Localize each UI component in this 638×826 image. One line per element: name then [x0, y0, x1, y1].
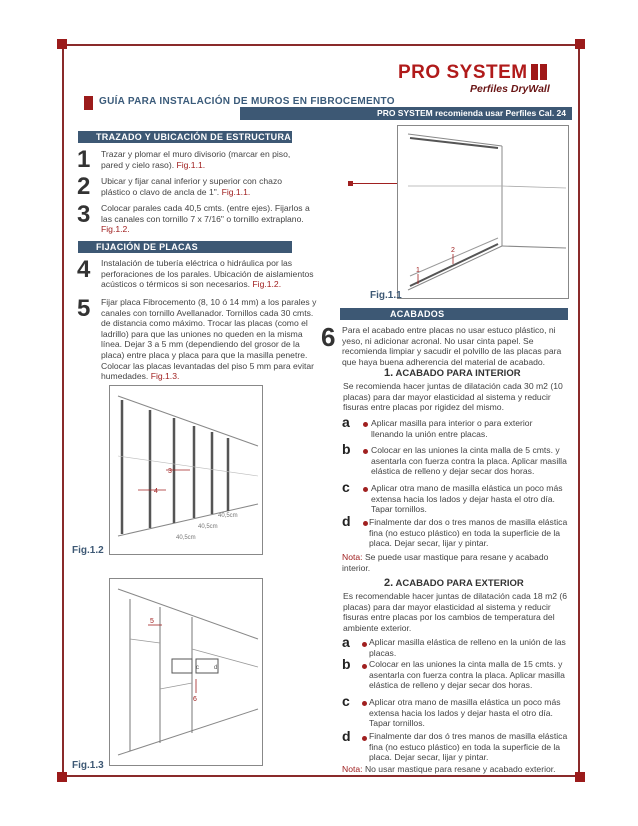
step-number: 3: [77, 201, 91, 228]
step-1-text: Trazar y plomar el muro divisorio (marcar en piso, pared y cielo raso).: [101, 149, 291, 170]
exterior-num: 2.: [384, 577, 394, 589]
interior-letter-a: a: [342, 414, 350, 430]
section-acabados: ACABADOS: [340, 308, 568, 320]
step-text: [101, 297, 321, 382]
step-4-text: Instalación de tubería eléctrica o hidráulica por las perforaciones de los parales. Ubicación de aislamientos acústicos o térmicos si son necesarios.: [101, 258, 314, 290]
step-4-ref: Fig.1.2.: [252, 279, 282, 290]
step-5-ref: Fig.1.3.: [150, 371, 180, 382]
section-trazado: TRAZADO Y UBICACIÓN DE ESTRUCTURA: [78, 131, 292, 143]
step-3-ref: Fig.1.2.: [101, 224, 130, 235]
interior-intro: Se recomienda hacer juntas de dilatación cada 30 m2 (10 placas) para dar mayor elasticidad al sistema y reducir fisuras entre placas por rigidez del mismo.: [343, 381, 563, 413]
fig-1-1-mark-2: 2: [451, 247, 455, 254]
figure-1-1-drawing: [398, 126, 568, 298]
interior-item-b: Colocar en las uniones la cinta malla de 5 cmts. y asentarla con fuerza contra la placa. Aplicar masilla elástica de relleno y dejar secar dos horas.: [371, 445, 567, 477]
exterior-note: [342, 764, 572, 775]
brand-logo: [398, 62, 547, 84]
exterior-item-c: Aplicar otra mano de masilla elástica un poco más extensa hacia los lados y dejar hasta el otro día. Tapar tornillos.: [369, 697, 561, 729]
bullet-icon: [363, 487, 368, 492]
bullet-icon: [362, 701, 367, 706]
step-number: 5: [77, 295, 91, 322]
figure-1-3-label: Fig.1.3: [72, 760, 104, 771]
fig-1-2-dim: 40,5cm: [218, 513, 238, 519]
exterior-letter-b: b: [342, 656, 351, 672]
corner-mark: [575, 39, 585, 49]
brand-tagline: Perfiles DryWall: [470, 83, 550, 95]
step-2-text: Ubicar y fijar canal inferior y superior con chazo plástico o clavo de ancla de 1".: [101, 176, 283, 197]
fig-1-3-mark-d: d: [214, 665, 218, 671]
interior-item-d: Finalmente dar dos o tres manos de masilla elástica fina (no estuco plástico) en toda la superficie de la placa. Dejar secar, lijar y pintar.: [369, 517, 568, 549]
fig-1-1-mark-1: 1: [416, 267, 420, 274]
interior-item-c: Aplicar otra mano de masilla elástica un poco más extensa hacia los lados y dejar hasta el otro día. Tapar tornillos.: [371, 483, 563, 515]
fig-1-2-dim: 40,5cm: [198, 524, 218, 530]
page-title: GUÍA PARA INSTALACIÓN DE MUROS EN FIBROCEMENTO: [99, 96, 395, 107]
step-1-ref: Fig.1.1.: [176, 159, 206, 170]
exterior-note-label: Nota:: [342, 764, 363, 774]
figure-1-2: [109, 385, 263, 555]
step-text: [101, 149, 306, 170]
interior-letter-b: b: [342, 441, 351, 457]
step-number: 6: [321, 322, 336, 352]
exterior-note-text: No usar mastique para resane y acabado exterior.: [364, 764, 556, 774]
interior-item-a: Aplicar masilla para interior o para exterior llenando la unión entre placas.: [371, 418, 533, 439]
interior-num: 1.: [384, 367, 394, 379]
exterior-item-a: Aplicar masilla elástica de relleno en la unión de las placas.: [369, 637, 566, 658]
bullet-icon: [363, 449, 368, 454]
interior-letter-d: d: [342, 513, 351, 529]
step-text: [101, 203, 311, 235]
step-2-ref: Fig.1.1.: [221, 186, 251, 197]
interior-note: [342, 552, 567, 573]
step-number: 4: [77, 256, 91, 283]
corner-mark: [575, 772, 585, 782]
fig-1-3-mark-c: c: [196, 665, 199, 671]
brand-mark-icon: [531, 64, 547, 80]
interior-letter-c: c: [342, 479, 350, 495]
figure-1-1-label: Fig.1.1: [370, 290, 402, 301]
exterior-letter-c: c: [342, 693, 350, 709]
fig-1-2-mark-4: 4: [154, 488, 158, 495]
exterior-letter-d: d: [342, 728, 351, 744]
step-5-text: Fijar placa Fibrocemento (8, 10 ó 14 mm) a los parales y canales con tornillo Avellanador. Tornillos cada 30 cmts. de distancia como máximo. Trocar las placas (como el ladrillo) para que las uniones no queden en la misma línea. Dejar 3 a 5 mm (dependiendo del grosor de la placa) entre placa y placa para que la masilla penetre. Colocar las placas levantadas del piso 5 mm para evitar humedades.: [101, 297, 317, 382]
brand-pro: PRO: [398, 62, 441, 83]
bullet-icon: [362, 642, 367, 647]
figure-1-2-drawing: [110, 386, 262, 554]
figure-1-1: [397, 125, 569, 299]
interior-title: ACABADO PARA INTERIOR: [395, 368, 521, 379]
bullet-icon: [362, 736, 367, 741]
interior-note-text: Se puede usar mastique para resane y acabado interior.: [342, 552, 549, 573]
fig-pointer-line: [353, 183, 397, 184]
interior-heading: [384, 367, 521, 379]
exterior-intro: Es recomendable hacer juntas de dilatación cada 18 m2 (6 placas) para dar mayor elasticidad al sistema y reducir fisuras entre placas por los cambios de temperatura del ambiente exterior.: [343, 591, 568, 633]
fig-1-3-mark-5: 5: [150, 618, 154, 625]
fig-1-2-mark-3: 3: [168, 468, 172, 475]
recommend-bar: PRO SYSTEM recomienda usar Perfiles Cal. 24: [240, 107, 572, 120]
section-fijacion: FIJACIÓN DE PLACAS: [78, 241, 292, 253]
bullet-icon: [363, 521, 368, 526]
corner-mark: [57, 772, 67, 782]
exterior-heading: [384, 577, 524, 589]
step-number: 2: [77, 173, 91, 200]
fig-1-3-mark-6: 6: [193, 696, 197, 703]
exterior-title: ACABADO PARA EXTERIOR: [395, 578, 524, 589]
exterior-item-b: Colocar en las uniones la cinta malla de 15 cmts. y asentarla con fuerza contra la placa. Aplicar masilla elástica de relleno y dejar secar dos horas.: [369, 659, 565, 691]
corner-mark: [57, 39, 67, 49]
step-3-text: Colocar parales cada 40,5 cmts. (entre ejes). Fijarlos a las canales con tornillo 7 x 7/16" o tornillo extraplano.: [101, 203, 310, 224]
exterior-letter-a: a: [342, 634, 350, 650]
step-text: [101, 176, 306, 197]
interior-note-label: Nota:: [342, 552, 363, 562]
title-accent: [84, 96, 93, 110]
bullet-icon: [363, 422, 368, 427]
brand-system: SYSTEM: [446, 62, 528, 83]
step-number: 1: [77, 146, 91, 173]
step-text: [101, 258, 321, 290]
exterior-item-d: Finalmente dar dos ó tres manos de masilla elástica fina (no estuco plástico) en toda la superficie de la placa. Dejar secar, lijar y pintar.: [369, 731, 568, 763]
figure-1-3-drawing: [110, 579, 262, 765]
figure-1-2-label: Fig.1.2: [72, 545, 104, 556]
step-6-text: Para el acabado entre placas no usar estuco plástico, ni yeso, ni adicionar acronal. No usar cinta papel. Se recomienda limpiar y sacudir el polvillo de las placas para que haya buena adherencia del material de acabado.: [342, 325, 562, 367]
bullet-icon: [362, 664, 367, 669]
fig-1-2-dim: 40,5cm: [176, 535, 196, 541]
figure-1-3: [109, 578, 263, 766]
